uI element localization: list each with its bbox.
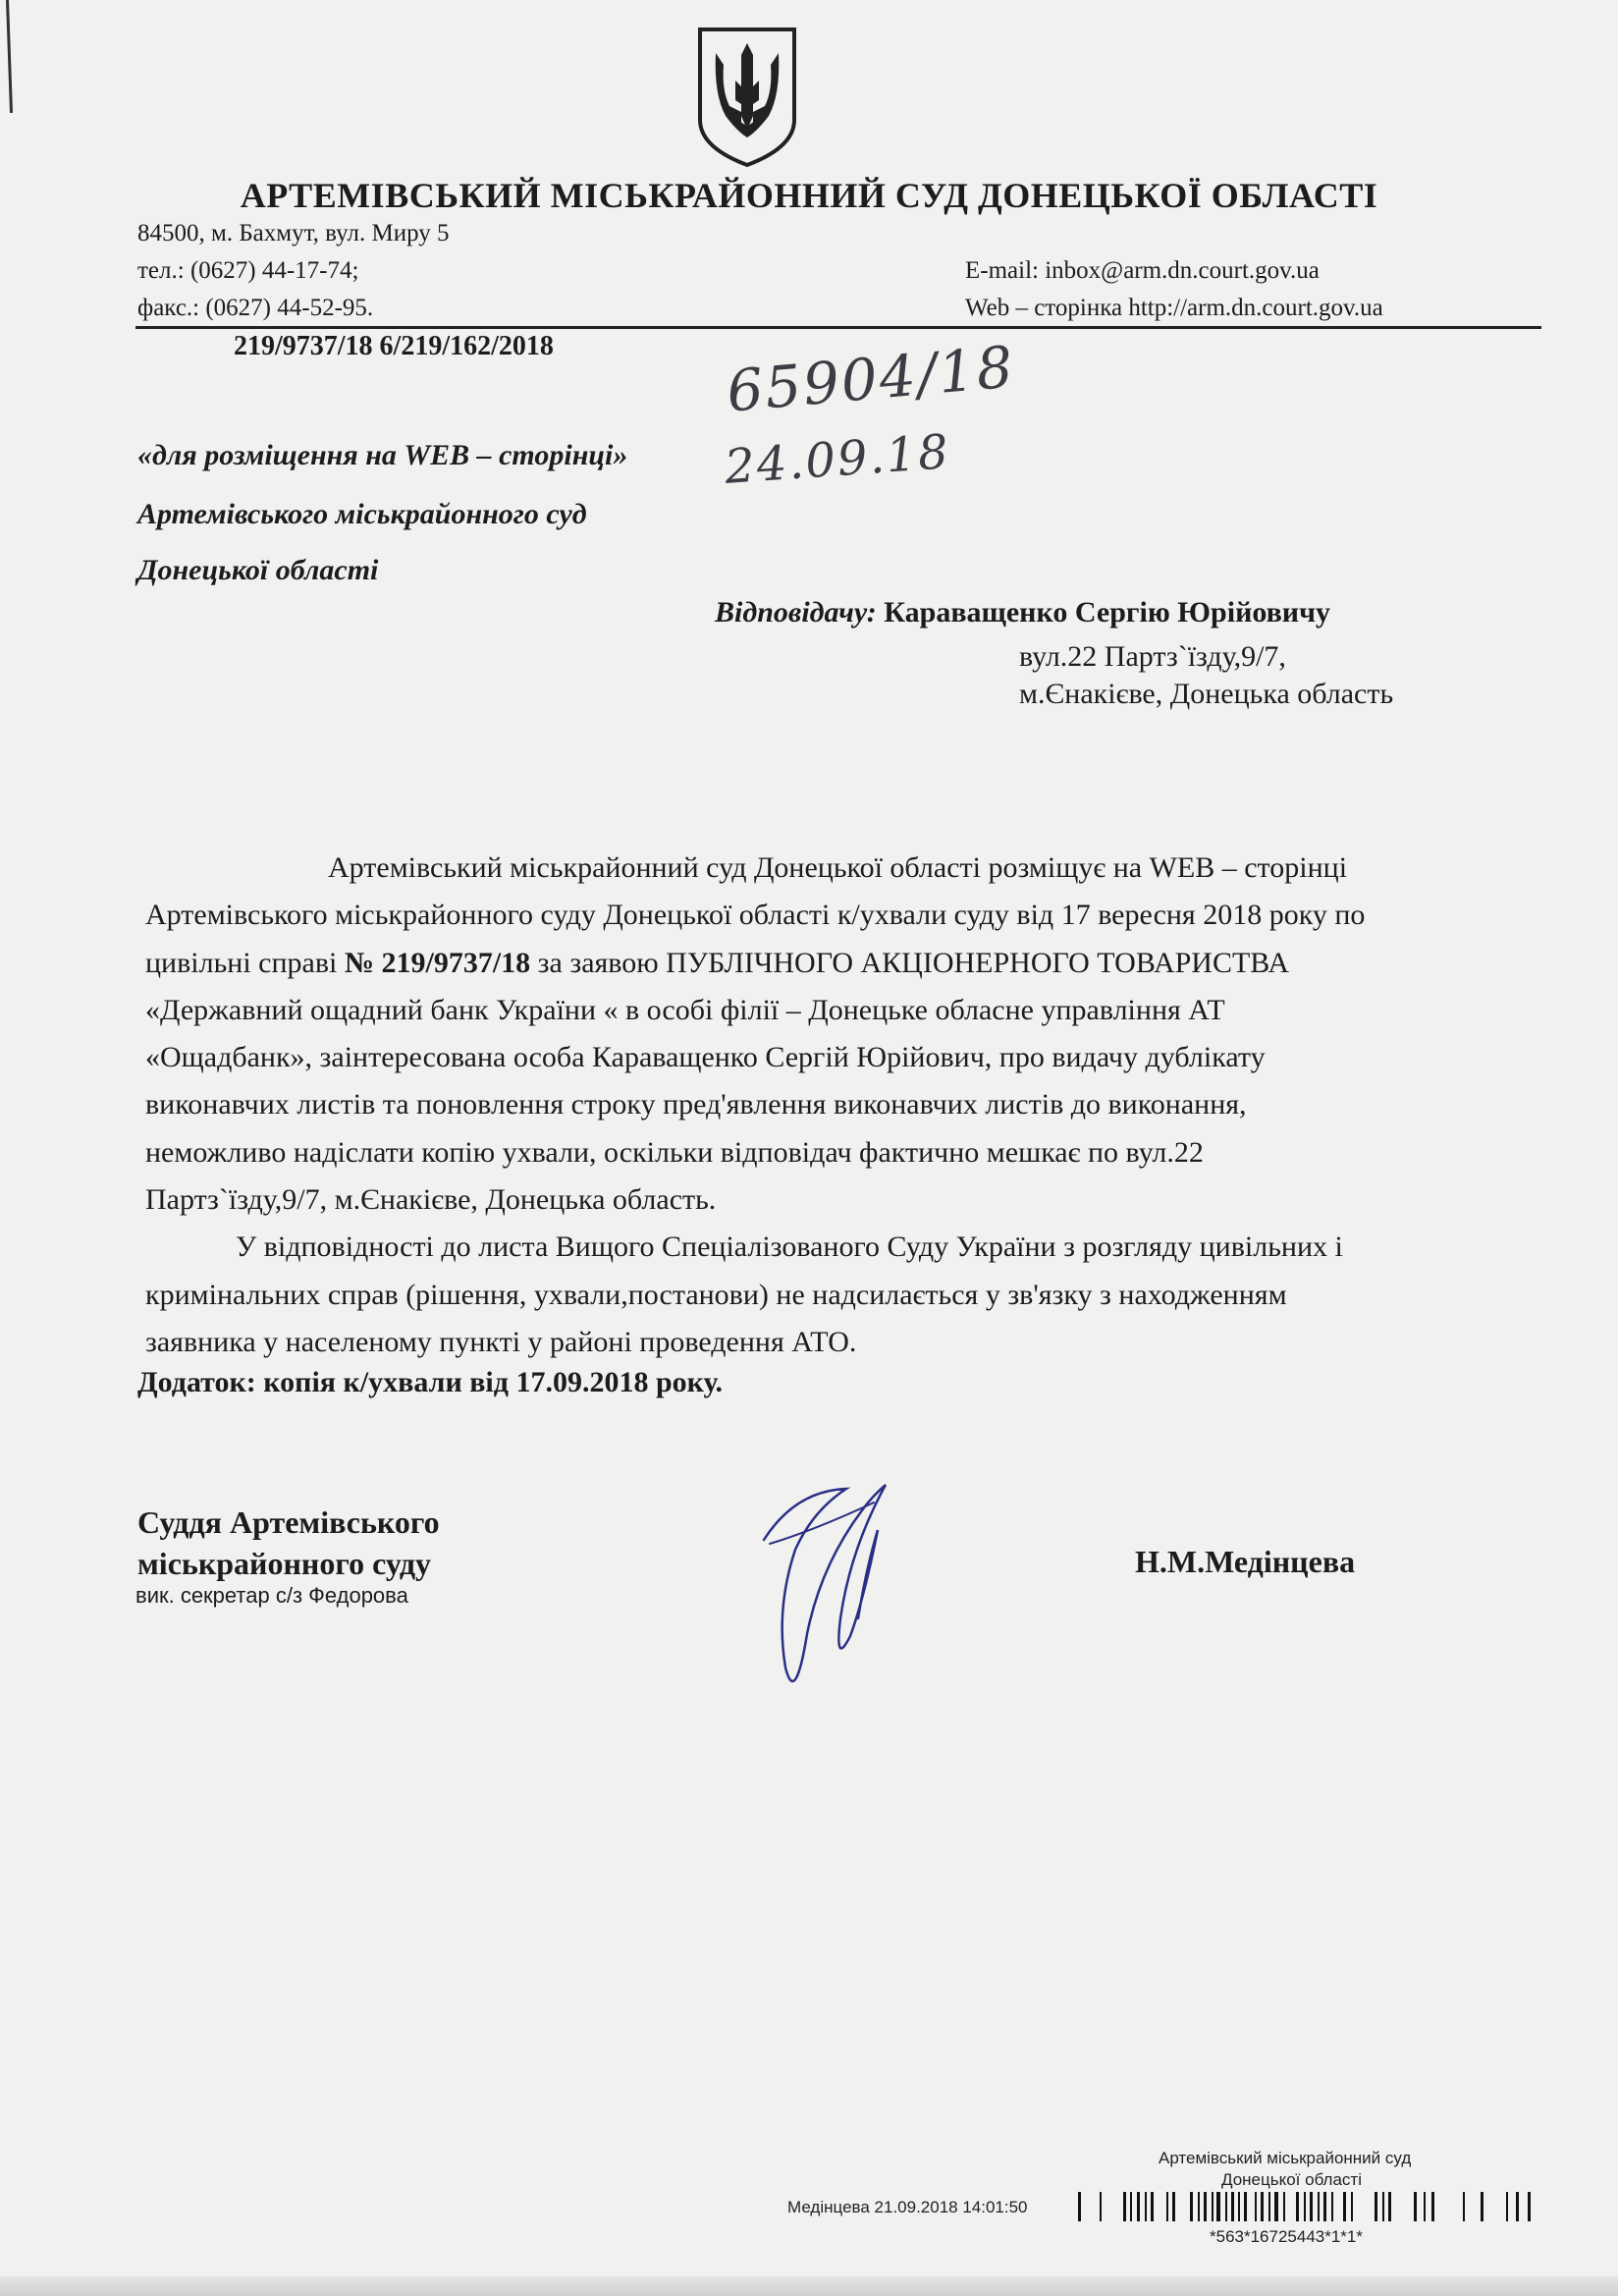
recipient-line-1: «для розміщення на WEB – сторінці» [137, 439, 628, 471]
body-line: «Ощадбанк», заінтересована особа Караващенко Сергій Юрійович, про видачу дублікату [145, 1041, 1266, 1074]
stamp-org-line-1: Артемівський міськрайонний суд [1159, 2149, 1412, 2167]
court-name-heading: АРТЕМІВСЬКИЙ МІСЬКРАЙОННИЙ СУД ДОНЕЦЬКОЇ ОБЛАСТІ [240, 176, 1378, 215]
body-line: неможливо надіслати копію ухвали, оскільки відповідач фактично мешкає по вул.22 [145, 1135, 1204, 1169]
court-phone: тел.: (0627) 44-17-74; [137, 257, 359, 284]
attachment-note: Додаток: копія к/ухвали від 17.09.2018 року. [137, 1366, 723, 1398]
court-website: Web – сторінка http://arm.dn.court.gov.ua [965, 295, 1383, 321]
handwritten-incoming-number: 65904/18 [724, 333, 1018, 425]
respondent-label: Відповідачу: [715, 596, 877, 629]
body-line: У відповідності до листа Вищого Спеціалізованого Суду України з розгляду цивільних і [236, 1230, 1343, 1264]
body-line: заявника у населеному пункті у районі проведення АТО. [145, 1325, 857, 1358]
secretary-note: вик. секретар с/з Федорова [135, 1583, 408, 1608]
body-line: «Державний ощадний банк України « в особі філії – Донецьке обласне управління АТ [145, 993, 1225, 1026]
stamp-signer-time: Медінцева 21.09.2018 14:01:50 [787, 2198, 1028, 2216]
scan-edge-line [6, 0, 13, 113]
body-line: виконавчих листів та поновлення строку пред'явлення виконавчих листів до виконання, [145, 1088, 1247, 1121]
respondent-city: м.Єнакієве, Донецька область [1019, 678, 1394, 710]
judge-name: Н.М.Медінцева [1135, 1544, 1356, 1579]
respondent-name: Караващенко Сергію Юрійовичу [884, 596, 1331, 629]
stamp-org-line-2: Донецької області [1221, 2170, 1362, 2189]
barcode-text: *563*16725443*1*1* [1210, 2227, 1363, 2246]
barcode-icon [1078, 2188, 1539, 2227]
judge-title-line-2: міськрайонного суду [137, 1546, 432, 1581]
body-paragraph-1 [145, 845, 1481, 1366]
recipient-line-2: Артемівського міськрайонного суд [137, 498, 587, 530]
court-email: E-mail: inbox@arm.dn.court.gov.ua [965, 257, 1320, 284]
body-line: Партз`їзду,9/7, м.Єнакієве, Донецька область. [145, 1183, 717, 1217]
body-line: Артемівського міськрайонного суду Донецької області к/ухвали суду від 17 вересня 2018 року по [145, 899, 1366, 932]
handwritten-incoming-date: 24.09.18 [723, 424, 952, 495]
body-line [145, 940, 1481, 987]
respondent-street: вул.22 Партз`їзду,9/7, [1019, 640, 1286, 673]
header-divider [135, 326, 1541, 329]
case-number: № 219/9737/18 [344, 946, 531, 979]
registration-number: 219/9737/18 6/219/162/2018 [234, 331, 554, 361]
handwritten-signature [756, 1471, 903, 1736]
scan-bottom-edge [0, 2276, 1618, 2296]
court-fax: факс.: (0627) 44-52-95. [137, 295, 374, 321]
body-text: за заявою ПУБЛІЧНОГО АКЦІОНЕРНОГО ТОВАРИСТВА [530, 946, 1290, 979]
respondent-heading [715, 596, 1330, 629]
body-text: цивільні справі [145, 946, 345, 979]
judge-title-line-1: Суддя Артемівського [137, 1504, 440, 1540]
court-address: 84500, м. Бахмут, вул. Миру 5 [137, 220, 450, 246]
body-line: Артемівський міськрайонний суд Донецької області розміщує на WEB – сторінці [328, 851, 1348, 884]
recipient-line-3: Донецької області [137, 554, 379, 586]
coat-of-arms-icon [692, 22, 802, 171]
body-line: кримінальних справ (рішення, ухвали,постанови) не надсилається у зв'язку з находженням [145, 1278, 1287, 1311]
